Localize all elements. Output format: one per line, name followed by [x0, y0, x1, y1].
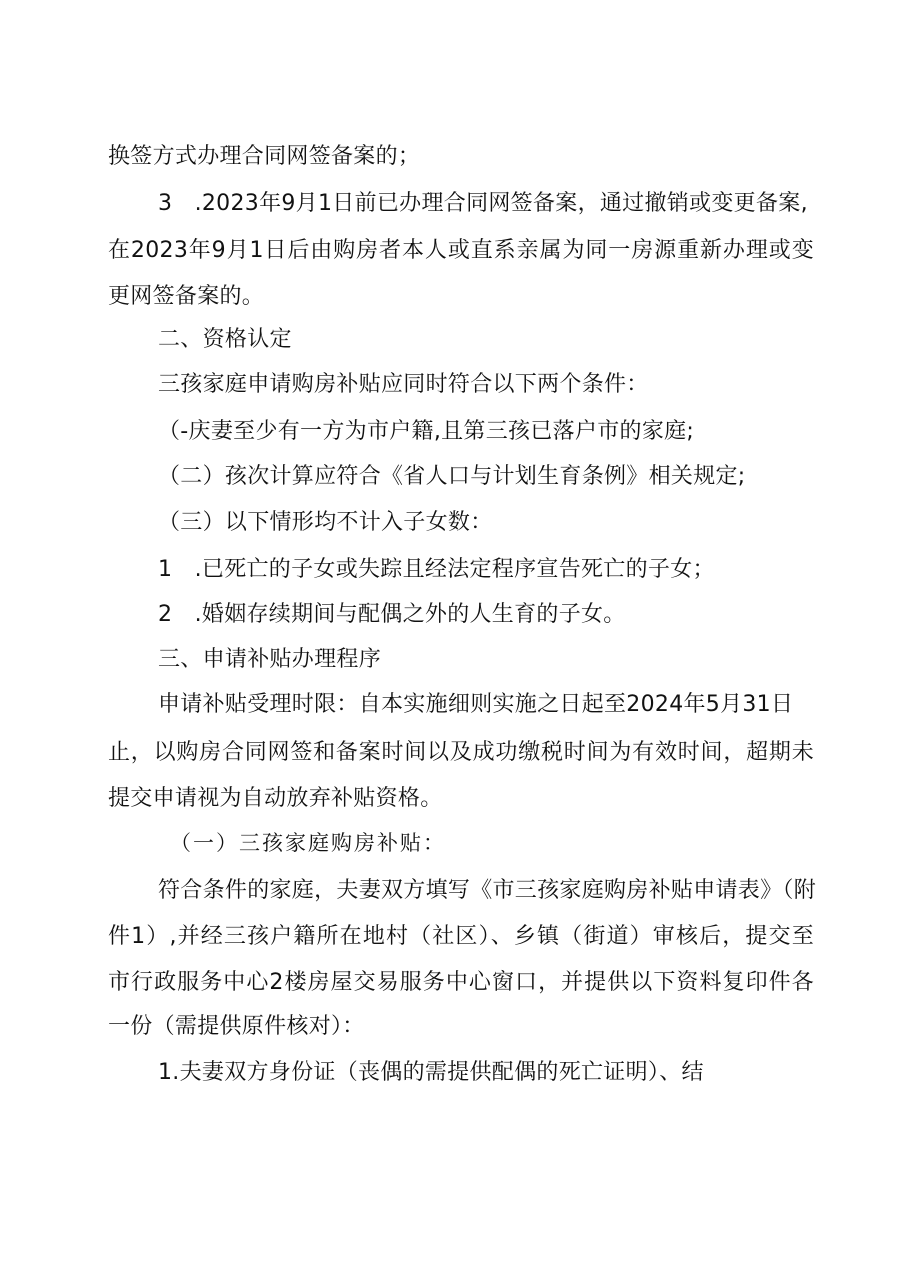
text-line: 市行政服务中心2楼房屋交易服务中心窗口，并提供以下资料复印件各 [108, 970, 814, 995]
text-line: 件1）,并经三孩户籍所在地村（社区）、乡镇（街道）审核后，提交至 [108, 924, 814, 949]
section-heading: 二、资格认定 [158, 327, 292, 352]
text-line: （三）以下情形均不计入子女数： [158, 510, 493, 535]
text-line: 申请补贴受理时限：自本实施细则实施之日起至2024年5月31日 [158, 692, 794, 717]
text-line: 符合条件的家庭，夫妻双方填写《市三孩家庭购房补贴申请表》（附 [158, 878, 817, 903]
text-line: 1.夫妻双方身份证（丧偶的需提供配偶的死亡证明）、结 [158, 1060, 704, 1085]
text-line: 2 .婚姻存续期间与配偶之外的人生育的子女。 [158, 602, 626, 627]
subsection-heading: （一）三孩家庭购房补贴： [170, 831, 446, 855]
text-line: 换签方式办理合同网签备案的； [108, 144, 421, 169]
text-line: 三孩家庭申请购房补贴应同时符合以下两个条件： [158, 372, 649, 397]
section-heading: 三、申请补贴办理程序 [158, 647, 382, 672]
text-line: （二）孩次计算应符合《省人口与计划生育条例》相关规定; [158, 464, 746, 489]
text-line: 一份（需提供原件核对）： [108, 1014, 365, 1039]
text-line: 1 .已死亡的子女或失踪且经法定程序宣告死亡的子女； [158, 557, 715, 582]
text-line: （-庆妻至少有一方为市户籍,且第三孩已落户市的家庭; [158, 419, 695, 444]
text-line: 提交申请视为自动放弃补贴资格。 [108, 786, 443, 811]
text-line: 更网签备案的。 [108, 284, 265, 309]
text-line: 3 .2023年9月1日前已办理合同网签备案，通过撤销或变更备案, [158, 191, 808, 216]
text-line: 止，以购房合同网签和备案时间以及成功缴税时间为有效时间，超期未 [108, 740, 814, 765]
text-line: 在2023年9月1日后由购房者本人或直系亲属为同一房源重新办理或变 [108, 238, 814, 263]
